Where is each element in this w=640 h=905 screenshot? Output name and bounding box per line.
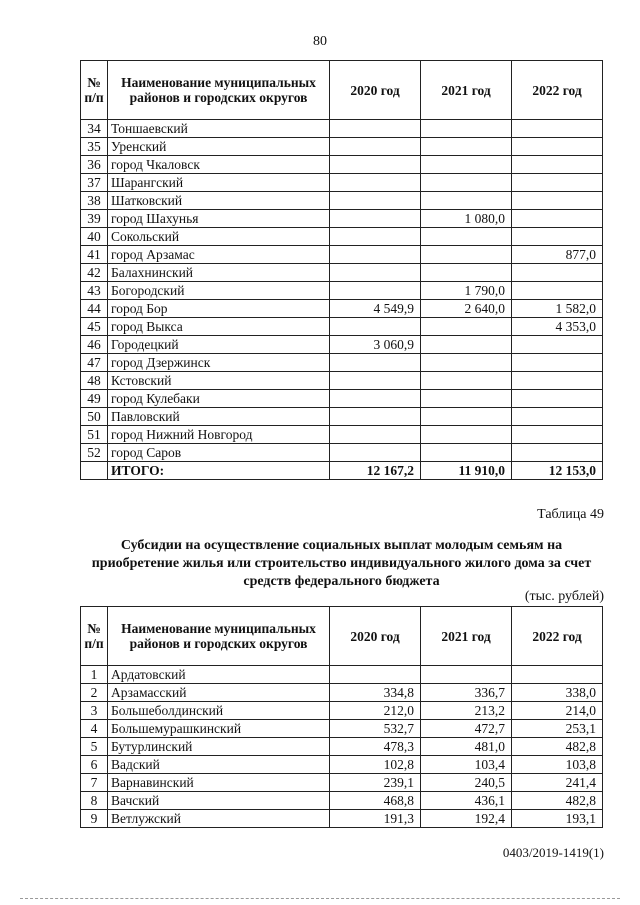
table-row: [81, 738, 603, 756]
row-value-2022: 103,8: [512, 756, 603, 774]
row-value-2021: [421, 444, 512, 462]
row-name: город Чкаловск: [108, 156, 330, 174]
row-value-2020: [330, 210, 421, 228]
row-value-2021: [421, 120, 512, 138]
row-name: Сокольский: [108, 228, 330, 246]
table-row: [81, 354, 603, 372]
row-value-2021: [421, 372, 512, 390]
row-value-2020: 478,3: [330, 738, 421, 756]
table-row: [81, 138, 603, 156]
row-value-2020: [330, 354, 421, 372]
total-2020: 12 167,2: [330, 462, 421, 480]
row-number: 4: [81, 720, 108, 738]
total-2021: 11 910,0: [421, 462, 512, 480]
row-value-2022: [512, 210, 603, 228]
row-number: 44: [81, 300, 108, 318]
row-value-2021: [421, 174, 512, 192]
row-number: 3: [81, 702, 108, 720]
row-value-2021: [421, 666, 512, 684]
row-value-2022: [512, 138, 603, 156]
row-value-2022: [512, 192, 603, 210]
header-2020: 2020 год: [330, 61, 421, 120]
table-number-label: Таблица 49: [537, 507, 604, 522]
row-value-2020: [330, 228, 421, 246]
row-name: Шарангский: [108, 174, 330, 192]
row-number: 49: [81, 390, 108, 408]
row-value-2021: [421, 426, 512, 444]
row-name: Арзамасский: [108, 684, 330, 702]
row-value-2022: [512, 156, 603, 174]
row-number: 5: [81, 738, 108, 756]
row-name: Большемурашкинский: [108, 720, 330, 738]
total-num-cell: [81, 462, 108, 480]
row-name: Павловский: [108, 408, 330, 426]
row-value-2020: 102,8: [330, 756, 421, 774]
table-row: [81, 192, 603, 210]
row-name: Балахнинский: [108, 264, 330, 282]
table-2-header-row: [81, 607, 603, 666]
row-name: Бутурлинский: [108, 738, 330, 756]
row-value-2021: [421, 390, 512, 408]
row-name: Уренский: [108, 138, 330, 156]
row-value-2022: [512, 390, 603, 408]
row-value-2020: [330, 138, 421, 156]
table-row: [81, 300, 603, 318]
row-name: Вачский: [108, 792, 330, 810]
row-value-2022: 338,0: [512, 684, 603, 702]
row-value-2020: 3 060,9: [330, 336, 421, 354]
table-row: [81, 702, 603, 720]
table-row: [81, 408, 603, 426]
header-2021: 2021 год: [421, 607, 512, 666]
row-number: 2: [81, 684, 108, 702]
row-name: Тоншаевский: [108, 120, 330, 138]
row-name: город Шахунья: [108, 210, 330, 228]
table-row: [81, 318, 603, 336]
row-value-2021: [421, 138, 512, 156]
row-number: 38: [81, 192, 108, 210]
row-value-2022: 241,4: [512, 774, 603, 792]
row-value-2021: 1 080,0: [421, 210, 512, 228]
row-value-2021: [421, 156, 512, 174]
total-label: ИТОГО:: [108, 462, 330, 480]
row-value-2021: [421, 354, 512, 372]
row-value-2020: [330, 120, 421, 138]
row-number: 48: [81, 372, 108, 390]
header-2022: 2022 год: [512, 607, 603, 666]
table-1-header-row: [81, 61, 603, 120]
row-value-2021: [421, 228, 512, 246]
row-value-2022: [512, 372, 603, 390]
row-number: 46: [81, 336, 108, 354]
table-row: [81, 756, 603, 774]
page-number: 80: [313, 34, 327, 49]
row-value-2020: [330, 444, 421, 462]
table-row: [81, 336, 603, 354]
row-value-2020: 212,0: [330, 702, 421, 720]
row-value-2022: [512, 426, 603, 444]
footer-divider: [20, 898, 620, 899]
header-2020: 2020 год: [330, 607, 421, 666]
row-value-2021: [421, 318, 512, 336]
row-value-2022: 482,8: [512, 792, 603, 810]
row-value-2020: 239,1: [330, 774, 421, 792]
table-row: [81, 810, 603, 828]
row-value-2020: [330, 174, 421, 192]
row-value-2022: 253,1: [512, 720, 603, 738]
row-value-2020: [330, 192, 421, 210]
row-value-2020: [330, 426, 421, 444]
table-row: [81, 246, 603, 264]
row-name: Шатковский: [108, 192, 330, 210]
row-value-2022: [512, 228, 603, 246]
row-number: 41: [81, 246, 108, 264]
row-value-2020: [330, 246, 421, 264]
row-value-2020: 4 549,9: [330, 300, 421, 318]
row-value-2022: [512, 282, 603, 300]
row-name: город Арзамас: [108, 246, 330, 264]
row-value-2021: [421, 336, 512, 354]
table-row: [81, 372, 603, 390]
row-number: 43: [81, 282, 108, 300]
row-number: 51: [81, 426, 108, 444]
row-value-2020: 532,7: [330, 720, 421, 738]
row-value-2021: 103,4: [421, 756, 512, 774]
row-number: 36: [81, 156, 108, 174]
row-name: Вадский: [108, 756, 330, 774]
row-name: город Нижний Новгород: [108, 426, 330, 444]
row-value-2022: [512, 408, 603, 426]
row-number: 47: [81, 354, 108, 372]
header-2022: 2022 год: [512, 61, 603, 120]
row-value-2022: [512, 336, 603, 354]
row-value-2020: [330, 372, 421, 390]
row-value-2021: 436,1: [421, 792, 512, 810]
table-row: [81, 228, 603, 246]
row-name: Богородский: [108, 282, 330, 300]
row-value-2020: 334,8: [330, 684, 421, 702]
table-row: [81, 174, 603, 192]
total-row: [81, 462, 603, 480]
row-number: 40: [81, 228, 108, 246]
row-number: 34: [81, 120, 108, 138]
row-value-2021: 240,5: [421, 774, 512, 792]
row-name: Большеболдинский: [108, 702, 330, 720]
row-value-2022: [512, 120, 603, 138]
row-value-2020: [330, 264, 421, 282]
row-value-2020: [330, 318, 421, 336]
table-row: [81, 210, 603, 228]
row-value-2020: [330, 408, 421, 426]
table-row: [81, 792, 603, 810]
row-value-2021: [421, 192, 512, 210]
row-number: 42: [81, 264, 108, 282]
row-name: Варнавинский: [108, 774, 330, 792]
table-row: [81, 684, 603, 702]
row-name: Ветлужский: [108, 810, 330, 828]
table-row: [81, 720, 603, 738]
document-code: 0403/2019-1419(1): [502, 845, 604, 860]
table-1: [80, 60, 603, 480]
table-title: Субсидии на осуществление социальных выплат молодым семьям на приобретение жилья или строительство индивидуального жилого дома за счет средств федерального бюджета: [91, 538, 592, 589]
row-number: 1: [81, 666, 108, 684]
row-number: 6: [81, 756, 108, 774]
header-num: № п/п: [81, 607, 108, 666]
row-value-2020: 191,3: [330, 810, 421, 828]
table-row: [81, 282, 603, 300]
row-number: 8: [81, 792, 108, 810]
row-number: 35: [81, 138, 108, 156]
row-value-2022: 877,0: [512, 246, 603, 264]
row-value-2021: 213,2: [421, 702, 512, 720]
row-name: Кстовский: [108, 372, 330, 390]
row-value-2022: [512, 666, 603, 684]
row-name: город Саров: [108, 444, 330, 462]
row-number: 9: [81, 810, 108, 828]
row-number: 45: [81, 318, 108, 336]
total-2022: 12 153,0: [512, 462, 603, 480]
row-value-2022: [512, 174, 603, 192]
row-name: Ардатовский: [108, 666, 330, 684]
units-label: (тыс. рублей): [524, 589, 604, 604]
table-row: [81, 156, 603, 174]
row-value-2021: [421, 246, 512, 264]
row-value-2021: 2 640,0: [421, 300, 512, 318]
table-row: [81, 774, 603, 792]
header-name: Наименование муниципальных районов и городских округов: [108, 607, 330, 666]
row-value-2021: 481,0: [421, 738, 512, 756]
row-number: 39: [81, 210, 108, 228]
row-value-2021: 1 790,0: [421, 282, 512, 300]
row-value-2020: [330, 156, 421, 174]
header-num: № п/п: [81, 61, 108, 120]
table-row: [81, 666, 603, 684]
row-name: Городецкий: [108, 336, 330, 354]
row-value-2022: 193,1: [512, 810, 603, 828]
row-number: 7: [81, 774, 108, 792]
row-name: город Кулебаки: [108, 390, 330, 408]
table-row: [81, 444, 603, 462]
row-value-2021: 336,7: [421, 684, 512, 702]
row-value-2021: 472,7: [421, 720, 512, 738]
row-number: 50: [81, 408, 108, 426]
table-row: [81, 390, 603, 408]
row-value-2022: [512, 444, 603, 462]
row-value-2020: [330, 666, 421, 684]
row-value-2022: 1 582,0: [512, 300, 603, 318]
row-name: город Выкса: [108, 318, 330, 336]
header-name: Наименование муниципальных районов и городских округов: [108, 61, 330, 120]
table-row: [81, 426, 603, 444]
row-value-2020: [330, 390, 421, 408]
table-row: [81, 264, 603, 282]
row-number: 37: [81, 174, 108, 192]
row-value-2022: 214,0: [512, 702, 603, 720]
table-row: [81, 120, 603, 138]
row-value-2022: 482,8: [512, 738, 603, 756]
row-name: город Бор: [108, 300, 330, 318]
row-value-2021: [421, 264, 512, 282]
row-name: город Дзержинск: [108, 354, 330, 372]
row-value-2022: 4 353,0: [512, 318, 603, 336]
row-value-2022: [512, 354, 603, 372]
header-2021: 2021 год: [421, 61, 512, 120]
row-value-2021: [421, 408, 512, 426]
row-value-2021: 192,4: [421, 810, 512, 828]
row-value-2022: [512, 264, 603, 282]
row-number: 52: [81, 444, 108, 462]
row-value-2020: [330, 282, 421, 300]
table-2: [80, 606, 603, 828]
row-value-2020: 468,8: [330, 792, 421, 810]
